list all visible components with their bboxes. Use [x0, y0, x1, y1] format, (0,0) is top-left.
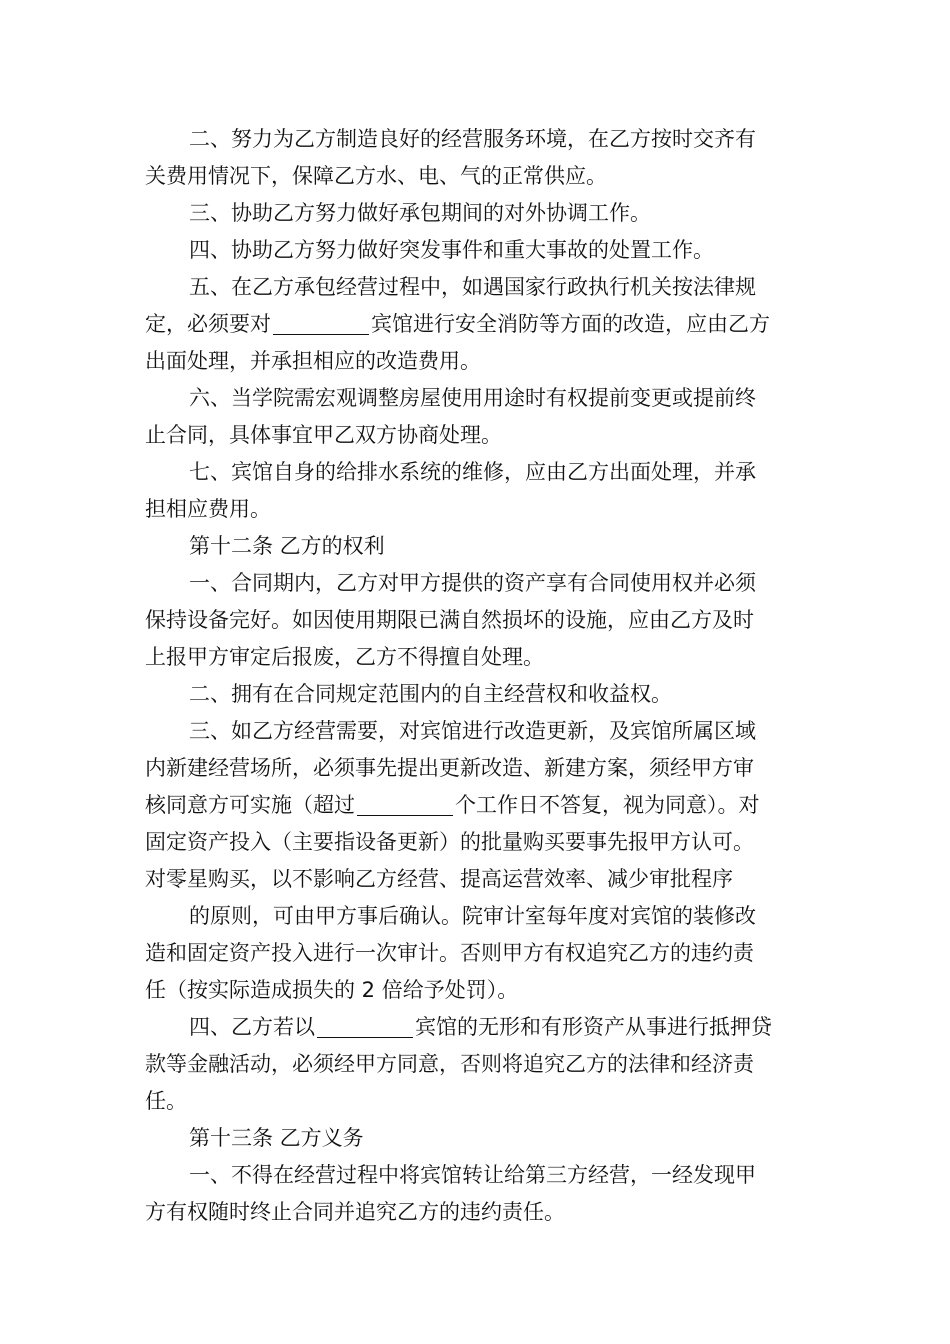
fill-in-blank — [357, 793, 453, 816]
paragraph-line: 六、当学院需宏观调整房屋使用用途时有权提前变更或提前终 — [189, 386, 756, 410]
paragraph-line: 二、拥有在合同规定范围内的自主经营权和收益权。 — [189, 682, 672, 706]
paragraph-line: 一、合同期内，乙方对甲方提供的资产享有合同使用权并必须 — [189, 571, 756, 595]
paragraph-line: 造和固定资产投入进行一次审计。否则甲方有权追究乙方的违约责 — [145, 941, 754, 965]
line-text-before-blank: 四、乙方若以 — [189, 1015, 315, 1039]
paragraph-line: 款等金融活动，必须经甲方同意，否则将追究乙方的法律和经济责 — [145, 1052, 754, 1076]
fill-in-blank — [273, 312, 369, 335]
line-text-before-blank: 定，必须要对 — [145, 312, 271, 336]
paragraph-line: 内新建经营场所，必须事先提出更新改造、新建方案，须经甲方审 — [145, 756, 754, 780]
line-text-before-blank: 核同意方可实施（超过 — [145, 793, 355, 817]
paragraph-line: 三、如乙方经营需要，对宾馆进行改造更新，及宾馆所属区域 — [189, 719, 756, 743]
paragraph-line-with-blank — [145, 306, 810, 343]
paragraph-line: 五、在乙方承包经营过程中，如遇国家行政执行机关按法律规 — [189, 275, 756, 299]
paragraph-line: 保持设备完好。如因使用期限已满自然损坏的设施，应由乙方及时 — [145, 608, 754, 632]
article-heading: 第十三条 乙方义务 — [189, 1126, 364, 1150]
paragraph-line: 方有权随时终止合同并追究乙方的违约责任。 — [145, 1200, 565, 1224]
paragraph-line: 对零星购买，以不影响乙方经营、提高运营效率、减少审批程序 — [145, 867, 733, 891]
line-text-after-blank: 宾馆进行安全消防等方面的改造，应由乙方 — [371, 312, 770, 336]
paragraph-line-with-blank — [145, 1009, 810, 1046]
article-heading: 第十二条 乙方的权利 — [189, 534, 385, 558]
paragraph-line: 关费用情况下，保障乙方水、电、气的正常供应。 — [145, 164, 607, 188]
paragraph-line: 任。 — [145, 1089, 187, 1113]
paragraph-line: 的原则，可由甲方事后确认。院审计室每年度对宾馆的装修改 — [189, 904, 756, 928]
paragraph-line: 七、宾馆自身的给排水系统的维修，应由乙方出面处理，并承 — [189, 460, 756, 484]
paragraph-line: 出面处理，并承担相应的改造费用。 — [145, 349, 481, 373]
paragraph-line: 固定资产投入（主要指设备更新）的批量购买要事先报甲方认可。 — [145, 830, 754, 854]
paragraph-line: 止合同，具体事宜甲乙双方协商处理。 — [145, 423, 502, 447]
paragraph-line: 二、努力为乙方制造良好的经营服务环境，在乙方按时交齐有 — [189, 127, 756, 151]
fill-in-blank — [317, 1015, 413, 1038]
paragraph-line: 上报甲方审定后报废，乙方不得擅自处理。 — [145, 645, 544, 669]
paragraph-line: 一、不得在经营过程中将宾馆转让给第三方经营，一经发现甲 — [189, 1163, 756, 1187]
line-text-after-blank: 个工作日不答复，视为同意）。对 — [455, 793, 760, 817]
paragraph-line: 三、协助乙方努力做好承包期间的对外协调工作。 — [189, 201, 651, 225]
paragraph-line: 担相应费用。 — [145, 497, 271, 521]
paragraph-line: 任（按实际造成损失的 2 倍给予处罚）。 — [145, 978, 519, 1002]
contract-text — [145, 121, 810, 1231]
line-text-after-blank: 宾馆的无形和有形资产从事进行抵押贷 — [415, 1015, 772, 1039]
paragraph-line: 四、协助乙方努力做好突发事件和重大事故的处置工作。 — [189, 238, 714, 262]
paragraph-line-with-blank — [145, 787, 810, 824]
